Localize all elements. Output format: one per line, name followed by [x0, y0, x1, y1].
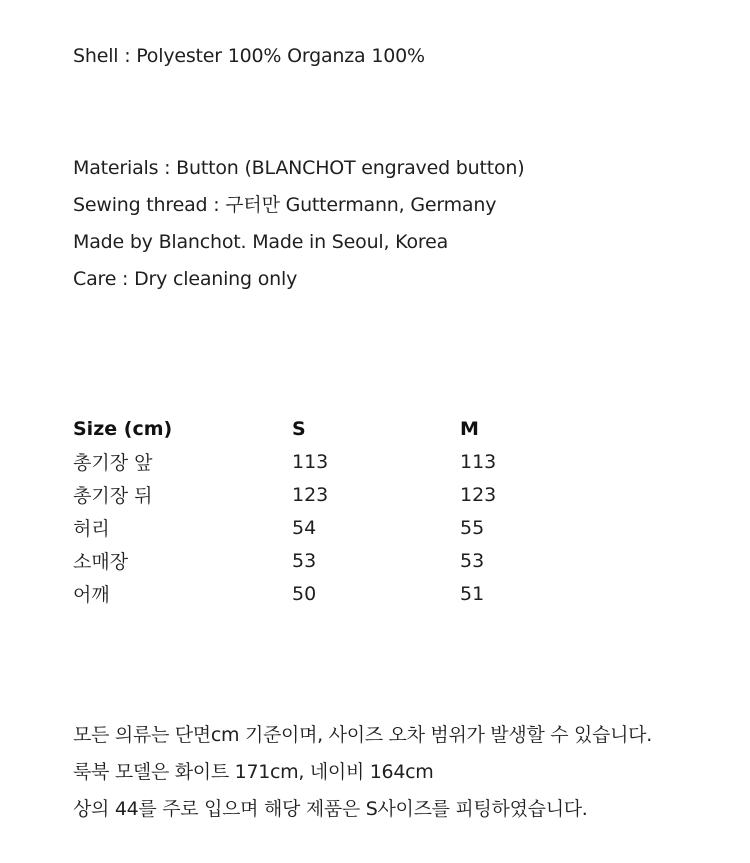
row-label: 허리 — [73, 518, 110, 540]
row-s-value: 113 — [292, 450, 329, 473]
lookbook-model-note: 룩북 모델은 화이트 171cm, 네이비 164cm — [73, 761, 434, 783]
made-by-line: Made by Blanchot. Made in Seoul, Korea — [73, 231, 449, 253]
row-m-value: 51 — [460, 582, 485, 605]
table-row — [73, 544, 673, 577]
row-label: 총기장 뒤 — [73, 485, 153, 507]
header-size: Size (cm) — [73, 417, 173, 440]
shell-line: Shell : Polyester 100% Organza 100% — [73, 45, 425, 67]
sizing-note: 모든 의류는 단면cm 기준이며, 사이즈 오차 범위가 발생할 수 있습니다. — [73, 724, 652, 746]
row-s-value: 123 — [292, 483, 329, 506]
row-m-value: 123 — [460, 483, 497, 506]
size-table — [73, 412, 673, 610]
row-m-value: 55 — [460, 516, 485, 539]
row-m-value: 53 — [460, 549, 485, 572]
table-row — [73, 445, 673, 478]
sewing-thread-line: Sewing thread : 구터만 Guttermann, Germany — [73, 194, 497, 216]
table-row — [73, 511, 673, 544]
care-line: Care : Dry cleaning only — [73, 268, 298, 290]
row-m-value: 113 — [460, 450, 497, 473]
size-table-header — [73, 412, 673, 445]
row-label: 소매장 — [73, 551, 129, 573]
header-m: M — [460, 417, 479, 440]
row-label: 어깨 — [73, 584, 110, 606]
table-row — [73, 577, 673, 610]
row-s-value: 53 — [292, 549, 317, 572]
fitting-note: 상의 44를 주로 입으며 해당 제품은 S사이즈를 피팅하였습니다. — [73, 798, 588, 820]
row-s-value: 50 — [292, 582, 317, 605]
header-s: S — [292, 417, 306, 440]
materials-line: Materials : Button (BLANCHOT engraved button) — [73, 157, 525, 179]
row-s-value: 54 — [292, 516, 317, 539]
table-row — [73, 478, 673, 511]
row-label: 총기장 앞 — [73, 452, 153, 474]
